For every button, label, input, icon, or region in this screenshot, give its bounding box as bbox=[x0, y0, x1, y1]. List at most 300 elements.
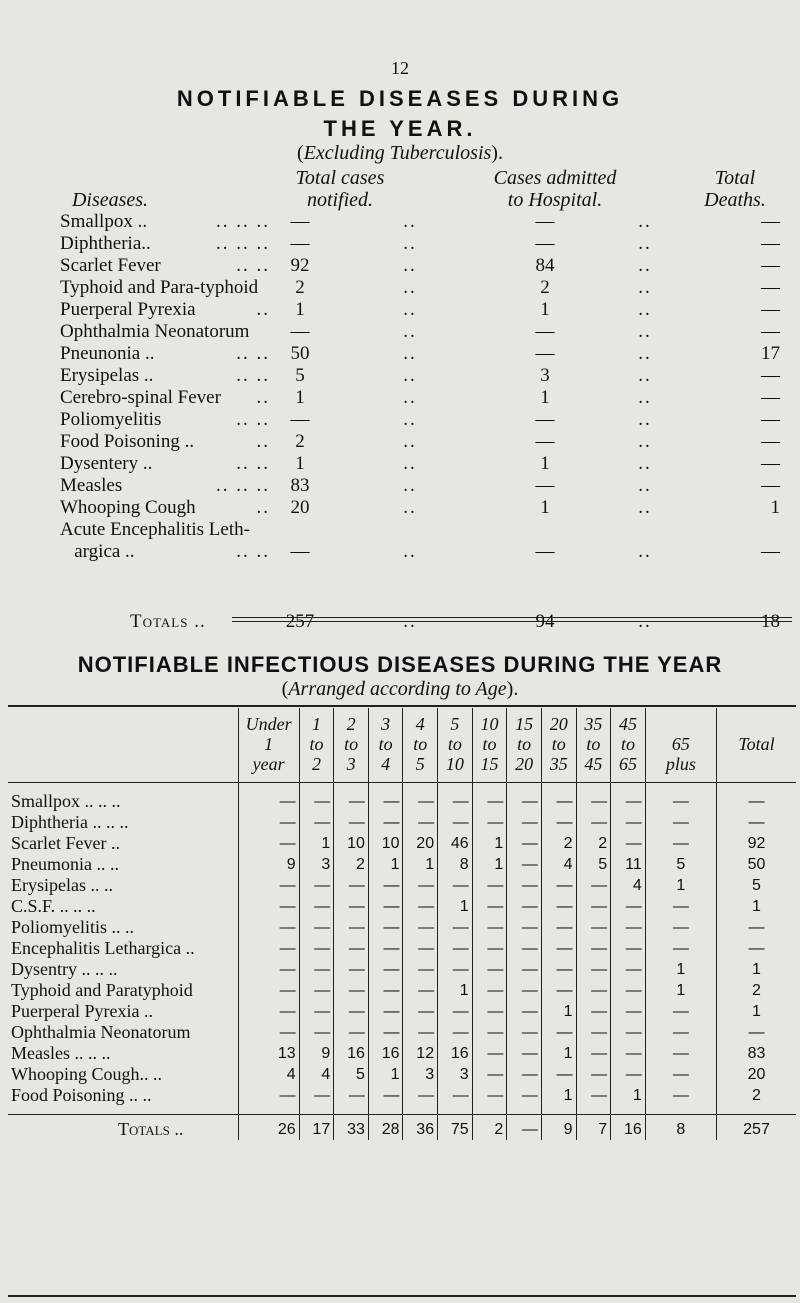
row-total: — bbox=[717, 1022, 796, 1043]
leader-dots: .. bbox=[638, 365, 652, 386]
age-count: — bbox=[576, 1085, 611, 1106]
age-count: — bbox=[507, 812, 542, 833]
admitted-count: 84 bbox=[535, 255, 555, 276]
age-count: 17 bbox=[299, 1115, 334, 1141]
leader-dots: .. bbox=[403, 277, 417, 298]
admitted-count: — bbox=[535, 211, 555, 232]
header-line: 5 bbox=[415, 754, 425, 774]
age-band-header bbox=[645, 708, 716, 783]
header-line: to bbox=[482, 734, 497, 754]
header-line bbox=[720, 714, 793, 734]
age-count: 46 bbox=[438, 833, 473, 854]
age-count: — bbox=[611, 1064, 646, 1085]
disease-name: Measles .. .. .. bbox=[11, 1043, 111, 1063]
age-count: — bbox=[403, 1001, 438, 1022]
age-count: — bbox=[368, 812, 403, 833]
age-count: — bbox=[299, 1022, 334, 1043]
deaths-count: — bbox=[761, 431, 780, 452]
disease-name: C.S.F. .. .. .. bbox=[11, 896, 96, 916]
age-count: — bbox=[368, 1022, 403, 1043]
header-diseases: Diseases. bbox=[71, 189, 149, 211]
header-line: 35 bbox=[584, 714, 603, 734]
disease-name: Erysipelas .. bbox=[60, 365, 154, 386]
row-total: 50 bbox=[717, 854, 796, 875]
age-count: — bbox=[238, 875, 299, 896]
age-band-header bbox=[576, 708, 611, 783]
age-count: 1 bbox=[299, 833, 334, 854]
leader-dots: .. bbox=[638, 475, 652, 496]
age-count: — bbox=[576, 896, 611, 917]
disease-name: Food Poisoning .. bbox=[60, 431, 195, 452]
age-count: — bbox=[576, 959, 611, 980]
deaths-count: — bbox=[761, 211, 780, 232]
age-count: — bbox=[645, 896, 716, 917]
table-row bbox=[0, 321, 800, 343]
age-count: — bbox=[645, 1022, 716, 1043]
table-row bbox=[0, 277, 800, 299]
age-count: — bbox=[541, 791, 576, 812]
disease-name: Smallpox .. .. .. bbox=[11, 791, 121, 811]
row-total: 92 bbox=[717, 833, 796, 854]
age-count: — bbox=[238, 791, 299, 812]
age-count: 3 bbox=[299, 854, 334, 875]
age-count: — bbox=[611, 812, 646, 833]
row-total: 1 bbox=[717, 896, 796, 917]
disease-name: Typhoid and Para-typhoid bbox=[60, 277, 259, 298]
age-count: — bbox=[472, 938, 507, 959]
deaths-count: — bbox=[761, 299, 780, 320]
deaths-count: 17 bbox=[761, 343, 780, 364]
age-count: — bbox=[576, 938, 611, 959]
disease-name: Scarlet Fever .. bbox=[11, 833, 120, 853]
header-line: to bbox=[551, 734, 566, 754]
page-subtitle: (Excluding Tuberculosis). bbox=[297, 142, 503, 164]
age-count: — bbox=[438, 917, 473, 938]
leader-dots: .. bbox=[638, 255, 652, 276]
age-count: 1 bbox=[611, 1085, 646, 1106]
row-total: 83 bbox=[717, 1043, 796, 1064]
age-count: — bbox=[541, 917, 576, 938]
age-count: — bbox=[611, 917, 646, 938]
leader-dots: .. bbox=[638, 431, 652, 452]
table-row bbox=[8, 875, 796, 896]
age-count: — bbox=[299, 791, 334, 812]
leader-dots: .. .. bbox=[236, 365, 270, 386]
age-count: 20 bbox=[403, 833, 438, 854]
header-line: 10 bbox=[445, 754, 464, 774]
age-count: 16 bbox=[334, 1043, 369, 1064]
admitted-count: — bbox=[535, 233, 555, 254]
leader-dots: .. bbox=[638, 497, 652, 518]
leader-dots: .. bbox=[638, 343, 652, 364]
age-band-header bbox=[507, 708, 542, 783]
age-count: — bbox=[299, 896, 334, 917]
age-count: — bbox=[645, 1043, 716, 1064]
age-count: — bbox=[541, 980, 576, 1001]
age-count: 28 bbox=[368, 1115, 403, 1141]
age-count: — bbox=[576, 917, 611, 938]
age-count: — bbox=[238, 959, 299, 980]
disease-name: Poliomyelitis .. .. bbox=[11, 917, 135, 937]
age-band-header bbox=[238, 708, 299, 783]
age-count: — bbox=[238, 917, 299, 938]
age-count: — bbox=[507, 1001, 542, 1022]
age-count: — bbox=[438, 938, 473, 959]
age-count: — bbox=[507, 1064, 542, 1085]
leader-dots: .. bbox=[256, 299, 270, 320]
disease-name: Ophthalmia Neonatorum bbox=[60, 321, 250, 342]
notified-count: 2 bbox=[295, 431, 305, 452]
totals-divider-2 bbox=[232, 621, 792, 622]
age-count: — bbox=[645, 791, 716, 812]
table-row bbox=[8, 1043, 796, 1064]
disease-name: Scarlet Fever bbox=[60, 255, 161, 276]
header-line: Under bbox=[245, 714, 292, 734]
deaths-count: — bbox=[761, 409, 780, 430]
admitted-count: 1 bbox=[540, 497, 550, 518]
age-count: 1 bbox=[403, 854, 438, 875]
header-line: to bbox=[309, 734, 324, 754]
age-count: — bbox=[403, 875, 438, 896]
row-total: — bbox=[717, 812, 796, 833]
leader-dots: .. bbox=[638, 453, 652, 474]
table-row bbox=[8, 791, 796, 812]
age-count: 2 bbox=[472, 1115, 507, 1141]
deaths-count: 1 bbox=[770, 497, 780, 518]
totals-row bbox=[0, 611, 800, 633]
deaths-count: — bbox=[761, 233, 780, 254]
age-count: — bbox=[472, 1022, 507, 1043]
age-count: 1 bbox=[438, 896, 473, 917]
leader-dots: .. bbox=[638, 211, 652, 232]
admitted-count: 3 bbox=[540, 365, 550, 386]
age-count: — bbox=[507, 833, 542, 854]
age-count: — bbox=[334, 896, 369, 917]
leader-dots: .. bbox=[403, 409, 417, 430]
age-count: — bbox=[368, 980, 403, 1001]
leader-dots: .. bbox=[638, 299, 652, 320]
age-count: 2 bbox=[334, 854, 369, 875]
age-count: 1 bbox=[541, 1043, 576, 1064]
age-count: — bbox=[438, 959, 473, 980]
notified-count: — bbox=[290, 321, 310, 342]
age-count: — bbox=[507, 917, 542, 938]
age-count: — bbox=[368, 875, 403, 896]
row-total: 2 bbox=[717, 1085, 796, 1106]
age-band-header bbox=[541, 708, 576, 783]
age-count: — bbox=[576, 812, 611, 833]
header-line: 20 bbox=[549, 714, 568, 734]
age-count: — bbox=[299, 980, 334, 1001]
age-count: — bbox=[438, 1001, 473, 1022]
table-row bbox=[8, 833, 796, 854]
disease-name: Puerperal Pyrexia bbox=[60, 299, 196, 320]
age-band-header bbox=[334, 708, 369, 783]
disease-name: Ophthalmia Neonatorum bbox=[11, 1022, 191, 1042]
age-count: 1 bbox=[368, 1064, 403, 1085]
header-line: 45 bbox=[584, 754, 603, 774]
age-count: — bbox=[334, 917, 369, 938]
leader-dots: .. bbox=[638, 321, 652, 342]
age-count: — bbox=[645, 1064, 716, 1085]
age-count: 75 bbox=[438, 1115, 473, 1141]
age-band-header bbox=[438, 708, 473, 783]
header-line: to bbox=[517, 734, 532, 754]
age-count: — bbox=[403, 791, 438, 812]
disease-name: Totals .. bbox=[8, 1115, 238, 1141]
row-total: 1 bbox=[717, 959, 796, 980]
age-count: — bbox=[438, 791, 473, 812]
disease-name: Encephalitis Lethargica .. bbox=[11, 938, 195, 958]
age-count: — bbox=[299, 1001, 334, 1022]
leader-dots: .. bbox=[403, 453, 417, 474]
leader-dots: .. bbox=[403, 475, 417, 496]
age-count: — bbox=[403, 896, 438, 917]
header-line: 4 bbox=[415, 714, 425, 734]
leader-dots: .. bbox=[638, 541, 652, 562]
page-title: NOTIFIABLE DISEASES DURING bbox=[176, 86, 624, 111]
deaths-count: — bbox=[761, 387, 780, 408]
age-count: — bbox=[472, 812, 507, 833]
age-count: — bbox=[645, 812, 716, 833]
leader-dots: .. bbox=[256, 497, 270, 518]
admitted-count: — bbox=[535, 431, 555, 452]
age-count: 26 bbox=[238, 1115, 299, 1141]
header-line: 4 bbox=[381, 754, 391, 774]
admitted-count: — bbox=[535, 541, 555, 562]
deaths-count: — bbox=[761, 475, 780, 496]
table-row bbox=[8, 917, 796, 938]
leader-dots: .. bbox=[638, 387, 652, 408]
admitted-count: — bbox=[535, 321, 555, 342]
header-line: 1 bbox=[311, 714, 321, 734]
age-count: — bbox=[645, 938, 716, 959]
age-count: — bbox=[238, 1001, 299, 1022]
admitted-count: — bbox=[535, 343, 555, 364]
age-count: 8 bbox=[645, 1115, 716, 1141]
age-count: — bbox=[472, 1001, 507, 1022]
age-count: — bbox=[299, 938, 334, 959]
header-total-cases: Total cases notified. bbox=[295, 167, 385, 211]
age-count: 4 bbox=[541, 854, 576, 875]
age-count: — bbox=[403, 980, 438, 1001]
age-count: — bbox=[541, 812, 576, 833]
admitted-count: 2 bbox=[540, 277, 550, 298]
age-band-header bbox=[403, 708, 438, 783]
leader-dots: .. .. .. bbox=[216, 475, 270, 496]
leader-dots: .. bbox=[403, 255, 417, 276]
age-count: 1 bbox=[438, 980, 473, 1001]
notified-count: — bbox=[290, 541, 310, 562]
disease-name: Acute Encephalitis Leth- bbox=[60, 519, 250, 540]
header-line: 35 bbox=[549, 754, 568, 774]
age-count: — bbox=[576, 875, 611, 896]
age-count: — bbox=[238, 1022, 299, 1043]
age-band-header bbox=[611, 708, 646, 783]
age-count: — bbox=[541, 1064, 576, 1085]
notified-count: 1 bbox=[295, 299, 305, 320]
age-count: — bbox=[238, 896, 299, 917]
deaths-count: — bbox=[761, 255, 780, 276]
header-line: 2 bbox=[346, 714, 356, 734]
age-count: 1 bbox=[472, 854, 507, 875]
age-count: 16 bbox=[438, 1043, 473, 1064]
leader-dots: .. bbox=[638, 409, 652, 430]
table-row bbox=[0, 475, 800, 497]
age-count: — bbox=[507, 791, 542, 812]
age-count: — bbox=[472, 1043, 507, 1064]
row-total: — bbox=[717, 791, 796, 812]
table-row bbox=[0, 365, 800, 387]
table-row bbox=[0, 255, 800, 277]
notified-count: 20 bbox=[290, 497, 310, 518]
header-blank bbox=[8, 708, 238, 783]
age-count: — bbox=[507, 896, 542, 917]
table-row bbox=[0, 541, 800, 563]
age-count: 1 bbox=[645, 959, 716, 980]
table-row bbox=[0, 299, 800, 321]
leader-dots: .. .. bbox=[236, 255, 270, 276]
table-row bbox=[8, 1064, 796, 1085]
header-line: 5 bbox=[450, 714, 460, 734]
age-count: — bbox=[368, 1085, 403, 1106]
disease-name: Dysentery .. bbox=[60, 453, 153, 474]
admitted-total: 94 bbox=[535, 611, 555, 632]
leader-dots: .. bbox=[403, 299, 417, 320]
age-count: 1 bbox=[645, 980, 716, 1001]
leader-dots: .. .. .. bbox=[216, 233, 270, 254]
age-count: — bbox=[403, 938, 438, 959]
age-count: — bbox=[472, 896, 507, 917]
age-count: 5 bbox=[334, 1064, 369, 1085]
header-line: 2 bbox=[311, 754, 321, 774]
notified-count: — bbox=[290, 211, 310, 232]
age-count: 36 bbox=[403, 1115, 438, 1141]
admitted-count: — bbox=[535, 475, 555, 496]
header-line: to bbox=[344, 734, 359, 754]
age-table bbox=[8, 708, 796, 1140]
header-line: to bbox=[586, 734, 601, 754]
age-count: — bbox=[472, 875, 507, 896]
leader-dots: .. bbox=[403, 541, 417, 562]
row-total: — bbox=[717, 938, 796, 959]
age-count: — bbox=[334, 791, 369, 812]
header-line: 15 bbox=[480, 754, 499, 774]
age-count: — bbox=[507, 938, 542, 959]
age-count: — bbox=[472, 1085, 507, 1106]
disease-name: Puerperal Pyrexia .. bbox=[11, 1001, 153, 1021]
age-count: 12 bbox=[403, 1043, 438, 1064]
table-row bbox=[8, 812, 796, 833]
header-line: 3 bbox=[346, 754, 356, 774]
leader-dots: .. bbox=[403, 365, 417, 386]
table-row bbox=[8, 938, 796, 959]
leader-dots: .. bbox=[403, 321, 417, 342]
header-line bbox=[649, 714, 713, 734]
age-count: — bbox=[541, 1022, 576, 1043]
leader-dots: .. bbox=[403, 343, 417, 364]
age-count: — bbox=[576, 1022, 611, 1043]
age-count: — bbox=[238, 833, 299, 854]
disease-name: Typhoid and Paratyphoid bbox=[11, 980, 193, 1000]
age-count: — bbox=[541, 875, 576, 896]
admitted-count: 1 bbox=[540, 387, 550, 408]
leader-dots: .. bbox=[256, 387, 270, 408]
age-count: — bbox=[645, 917, 716, 938]
table-row bbox=[0, 343, 800, 365]
age-count: 10 bbox=[368, 833, 403, 854]
table-row bbox=[0, 519, 800, 541]
age-count: — bbox=[472, 791, 507, 812]
age-count: — bbox=[299, 917, 334, 938]
deaths-total: 18 bbox=[761, 611, 780, 632]
row-total: 2 bbox=[717, 980, 796, 1001]
header-line: to bbox=[447, 734, 462, 754]
table-top-rule bbox=[8, 705, 796, 707]
age-count: — bbox=[576, 1001, 611, 1022]
age-count: 1 bbox=[368, 854, 403, 875]
age-band-header bbox=[472, 708, 507, 783]
disease-name: Dysentry .. .. .. bbox=[11, 959, 118, 979]
notified-count: 1 bbox=[295, 453, 305, 474]
age-count: — bbox=[299, 1085, 334, 1106]
age-count: — bbox=[368, 791, 403, 812]
age-count: — bbox=[611, 1043, 646, 1064]
age-count: — bbox=[611, 1001, 646, 1022]
age-count: — bbox=[507, 1043, 542, 1064]
totals-label: Totals .. bbox=[130, 611, 206, 632]
age-count: — bbox=[645, 833, 716, 854]
age-count: — bbox=[299, 875, 334, 896]
header-line bbox=[720, 754, 793, 774]
age-count: 3 bbox=[403, 1064, 438, 1085]
section-title: NOTIFIABLE INFECTIOUS DISEASES DURING THE YEAR bbox=[77, 652, 723, 677]
admitted-count: 1 bbox=[540, 299, 550, 320]
table-row bbox=[0, 387, 800, 409]
disease-name: Diphtheria.. bbox=[60, 233, 151, 254]
spacer-row bbox=[8, 1106, 796, 1115]
age-count: 11 bbox=[611, 854, 646, 875]
age-count: — bbox=[334, 875, 369, 896]
age-count: — bbox=[438, 812, 473, 833]
page-number: 12 bbox=[391, 58, 409, 78]
age-count: — bbox=[576, 791, 611, 812]
disease-name: Pneumonia .. .. bbox=[11, 854, 119, 874]
table-row bbox=[8, 854, 796, 875]
admitted-count: — bbox=[535, 409, 555, 430]
header-line: to bbox=[378, 734, 393, 754]
age-count: 9 bbox=[238, 854, 299, 875]
age-count: — bbox=[368, 917, 403, 938]
age-count: — bbox=[645, 1001, 716, 1022]
age-count: 5 bbox=[645, 854, 716, 875]
header-line: Total bbox=[738, 734, 775, 754]
leader-dots: .. .. .. bbox=[216, 211, 270, 232]
age-count: — bbox=[611, 1022, 646, 1043]
age-count: — bbox=[334, 959, 369, 980]
age-count: 9 bbox=[299, 1043, 334, 1064]
table-row bbox=[8, 1085, 796, 1106]
totals-divider-1 bbox=[232, 617, 792, 618]
age-count: — bbox=[334, 980, 369, 1001]
age-count: — bbox=[507, 1022, 542, 1043]
admitted-count: 1 bbox=[540, 453, 550, 474]
disease-name: Whooping Cough bbox=[60, 497, 196, 518]
age-count: 2 bbox=[541, 833, 576, 854]
age-band-header bbox=[299, 708, 334, 783]
table-row bbox=[8, 1022, 796, 1043]
header-line: 3 bbox=[381, 714, 391, 734]
